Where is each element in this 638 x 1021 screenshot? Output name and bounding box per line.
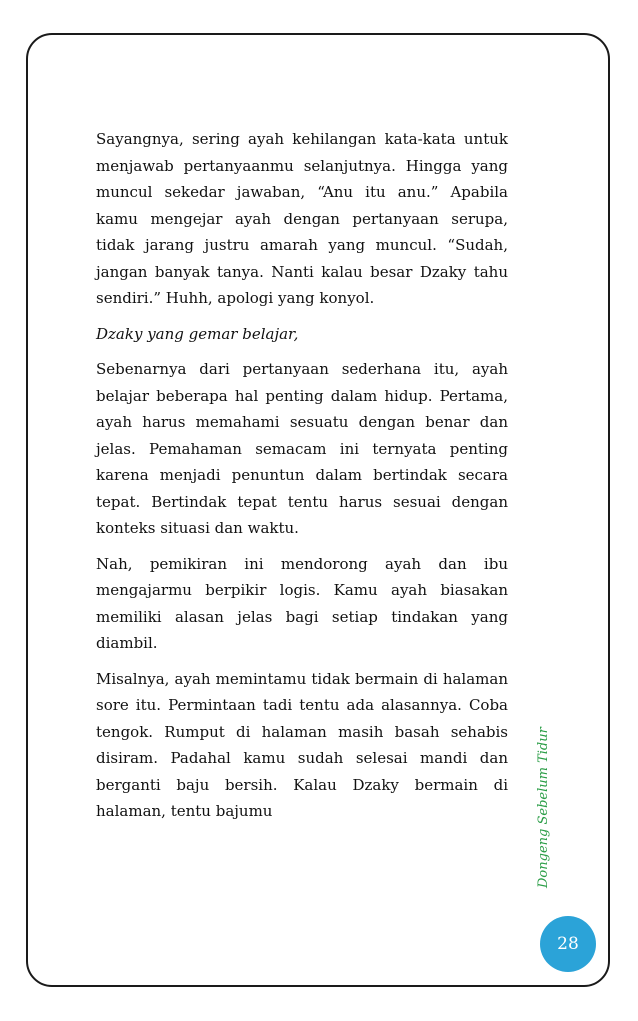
page-number-badge xyxy=(540,916,596,972)
paragraph: Sayangnya, sering ayah kehilangan kata-kata untuk menjawab pertanyaanmu selanjutnya. Hingga yang muncul sekedar jawaban, “Anu itu anu.” Apabila kamu mengejar ayah dengan pertanyaan serupa, tidak jarang justru amarah yang muncul. “Sudah, jangan banyak tanya. Nanti kalau besar Dzaky tahu sendiri.” Huhh, apologi yang konyol. xyxy=(96,130,508,307)
paragraph: Misalnya, ayah memintamu tidak bermain di halaman sore itu. Permintaan tadi tentu ada alasannya. Coba tengok. Rumput di halaman masih basah sehabis disiram. Padahal kamu sudah selesai mandi dan berganti baju bersih. Kalau Dzaky bermain di halaman, tentu bajumu xyxy=(96,669,508,820)
salutation-line: Dzaky yang gemar belajar, xyxy=(96,324,299,343)
paragraph: Sebenarnya dari pertanyaan sederhana itu, ayah belajar beberapa hal penting dalam hidup. Pertama, ayah harus memahami sesuatu dengan benar dan jelas. Pemahaman semacam ini ternyata penting karena menjadi penuntun dalam bertindak secara tepat. Bertindak tepat tentu harus sesuai dengan konteks situasi dan waktu. xyxy=(96,360,508,537)
running-title: Dongeng Sebelum Tidur xyxy=(536,727,551,888)
paragraph: Nah, pemikiran ini mendorong ayah dan ibu mengajarmu berpikir logis. Kamu ayah biasakan memiliki alasan jelas bagi setiap tindakan yang diambil. xyxy=(96,554,508,652)
body-text xyxy=(96,126,508,834)
page-number: 28 xyxy=(557,934,579,954)
